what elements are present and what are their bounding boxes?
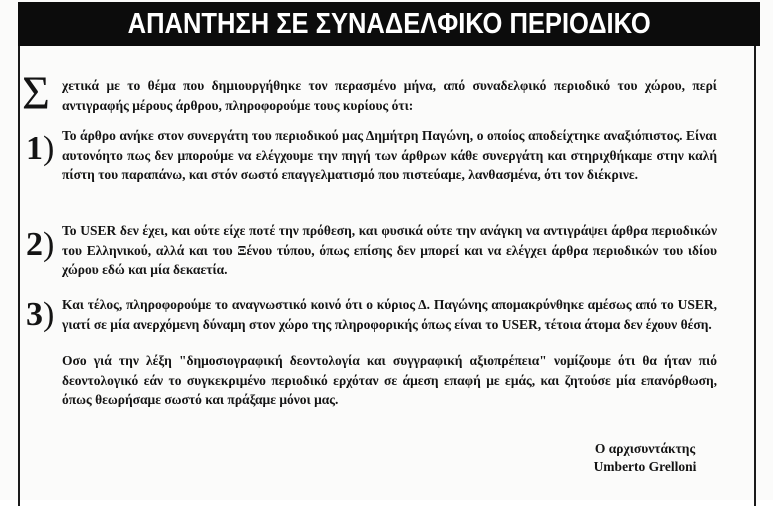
- point-2-paragraph: Το USER δεν έχει, και ούτε είχε ποτέ την πρόθεση, και φυσικά ούτε την ανάγκη να αντιγράψει άρθρα περιοδικών του Ελληνικού, αλλά και του Ξένου τύπου, όπως επίσης δεν μπορεί και να ελέγχει άρθρα περιοδικών του ιδίου χώρου εδώ και μία δεκαετία.: [62, 223, 717, 277]
- signature-role: Ο αρχισυντάκτης: [594, 441, 696, 456]
- point-1-paragraph: Το άρθρο ανήκε στον συνεργάτη του περιοδικού μας Δημήτρη Παγώνη, ο οποίος αποδείχτηκε αναξιόπιστος. Είναι αυτονόητο πως δεν μπορούμε να ελέγχουμε την πηγή των άρθρων κάθε συνεργάτη και στηριχθήκαμε στην καλή πίστη του παραπάνω, και στόν σωστό επαγγελματισμό που πιστεύαμε, λανθασμένα, ότι τον διέκρινε.: [62, 128, 717, 182]
- intro-paragraph: χετικά με το θέμα που δημιουργήθηκε τον περασμένο μήνα, από συναδελφικό περιοδικό του χώρου, περί αντιγραφής μέρους άρθρου, πληροφορούμε τους κυρίους ότι:: [62, 78, 717, 113]
- point-3-digit: 3: [26, 296, 43, 333]
- point-1-digit: 1: [26, 130, 43, 167]
- title-banner: [18, 2, 760, 46]
- point-2-number: 2): [26, 226, 55, 263]
- signature-block: [560, 440, 730, 476]
- closing-paragraph: Οσο γιά την λέξη "δημοσιογραφική δεοντολογία και συγγραφική αξιοπρέπεια" νομίζουμε ότι θα ήταν πιό δεοντολογικό εάν το συγκεκριμένο περιοδικό ερχόταν σε άμεση επαφή με εμάς, και ζητούσε μία επανόρθωση, όπως θεωρήσαμε σωστό και πράξαμε μόνοι μας.: [62, 353, 717, 407]
- point-3-paragraph: Και τέλος, πληροφορούμε το αναγνωστικό κοινό ότι ο κύριος Δ. Παγώνης απομακρύνθηκε αμέσως από το USER, γιατί σε μία ανερχόμενη δύναμη στον χώρο της πληροφορικής όπως είναι το USER, τέτοια άτομα δεν έχουν θέση.: [62, 297, 717, 332]
- article-title: ΑΠΑΝΤΗΣΗ ΣΕ ΣΥΝΑΔΕΛΦΙΚΟ ΠΕΡΙΟΔΙΚΟ: [127, 7, 651, 40]
- signature-name: Umberto Grelloni: [593, 459, 697, 474]
- point-3-number: 3): [26, 296, 55, 333]
- drop-cap: Σ: [22, 67, 50, 120]
- point-1-number: 1): [26, 130, 55, 167]
- point-2-digit: 2: [26, 226, 43, 263]
